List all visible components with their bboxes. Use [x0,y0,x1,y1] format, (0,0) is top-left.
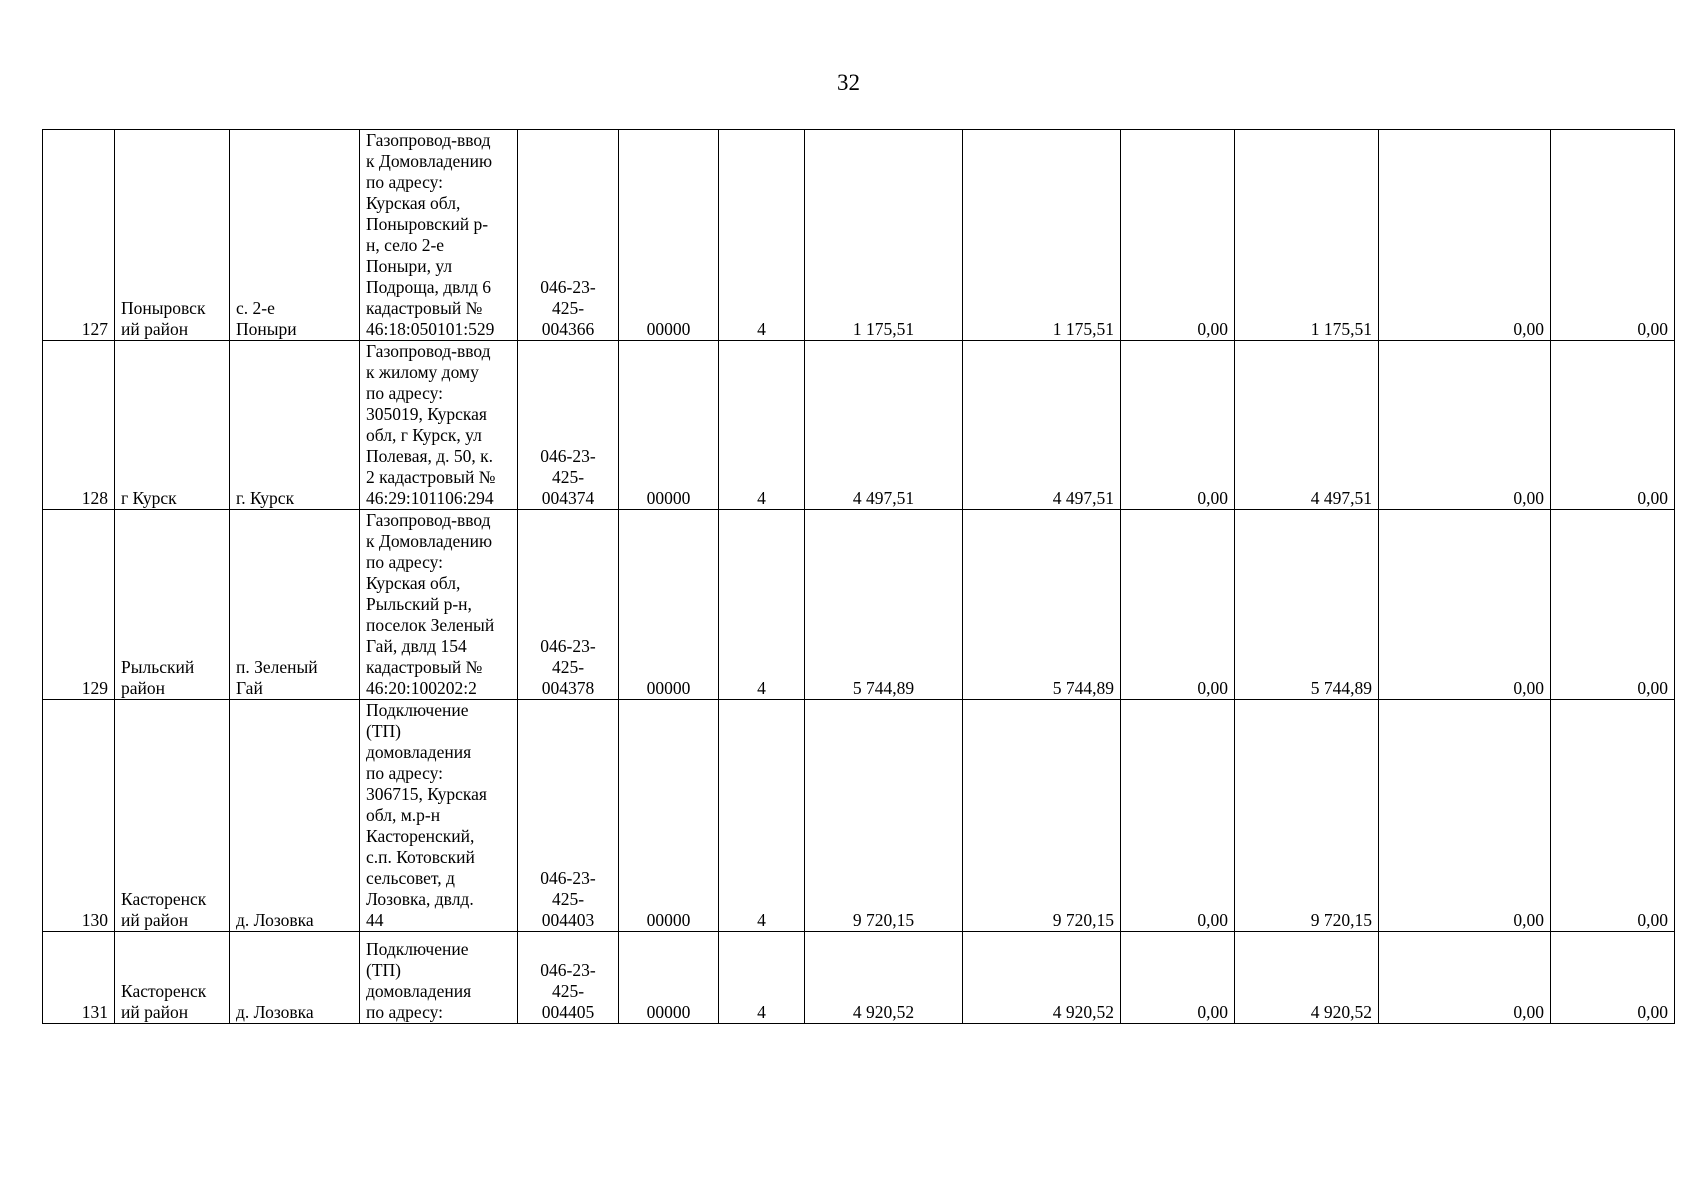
amount-cell: 9 720,15 [805,700,963,932]
amount-cell: 0,00 [1121,130,1235,341]
amount-cell: 1 175,51 [963,130,1121,341]
district-cell: Касторенск ий район [115,932,230,1024]
amount-cell: 0,00 [1551,700,1675,932]
amount-cell: 4 497,51 [963,341,1121,510]
category-cell: 4 [719,130,805,341]
object-description-cell: Подключение (ТП) домовладения по адресу: [360,932,518,1024]
row-number: 127 [43,130,115,341]
amount-cell: 4 497,51 [805,341,963,510]
table-row [43,700,1675,932]
table-row [43,510,1675,700]
row-number: 129 [43,510,115,700]
amount-cell: 4 920,52 [963,932,1121,1024]
zero-code-cell: 00000 [619,341,719,510]
district-cell: Касторенск ий район [115,700,230,932]
object-description-cell: Газопровод-ввод к Домовладению по адресу: Курская обл, Рыльский р-н, поселок Зеленый Гай, двлд 154 кадастровый № 46:20:100202:2 [360,510,518,700]
district-cell: Поныровск ий район [115,130,230,341]
category-cell: 4 [719,510,805,700]
locality-cell: г. Курск [230,341,360,510]
amount-cell: 0,00 [1121,510,1235,700]
amount-cell: 0,00 [1121,700,1235,932]
amount-cell: 4 920,52 [1235,932,1379,1024]
row-number: 130 [43,700,115,932]
zero-code-cell: 00000 [619,510,719,700]
district-cell: г Курск [115,341,230,510]
amount-cell: 1 175,51 [1235,130,1379,341]
amount-cell: 1 175,51 [805,130,963,341]
code-cell: 046-23- 425- 004403 [518,700,619,932]
amount-cell: 4 497,51 [1235,341,1379,510]
amount-cell: 9 720,15 [1235,700,1379,932]
table-row [43,130,1675,341]
amount-cell: 5 744,89 [963,510,1121,700]
object-description-cell: Газопровод-ввод к Домовладению по адресу: Курская обл, Поныровский р- н, село 2-е Поныри, ул Подроща, двлд 6 кадастровый № 46:18:050101:529 [360,130,518,341]
code-cell: 046-23- 425- 004378 [518,510,619,700]
category-cell: 4 [719,341,805,510]
category-cell: 4 [719,700,805,932]
amount-cell: 0,00 [1379,932,1551,1024]
amount-cell: 0,00 [1121,341,1235,510]
amount-cell: 9 720,15 [963,700,1121,932]
locality-cell: д. Лозовка [230,700,360,932]
zero-code-cell: 00000 [619,932,719,1024]
category-cell: 4 [719,932,805,1024]
amount-cell: 0,00 [1379,510,1551,700]
locality-cell: с. 2-е Поныри [230,130,360,341]
code-cell: 046-23- 425- 004405 [518,932,619,1024]
code-cell: 046-23- 425- 004366 [518,130,619,341]
amount-cell: 0,00 [1379,341,1551,510]
table-row [43,341,1675,510]
zero-code-cell: 00000 [619,130,719,341]
row-number: 131 [43,932,115,1024]
district-cell: Рыльский район [115,510,230,700]
zero-code-cell: 00000 [619,700,719,932]
amount-cell: 0,00 [1121,932,1235,1024]
locality-cell: п. Зеленый Гай [230,510,360,700]
data-table [42,129,1675,1024]
code-cell: 046-23- 425- 004374 [518,341,619,510]
amount-cell: 0,00 [1379,130,1551,341]
amount-cell: 0,00 [1551,510,1675,700]
object-description-cell: Подключение (ТП) домовладения по адресу: 306715, Курская обл, м.р-н Касторенский, с.п. Котовский сельсовет, д Лозовка, двлд. 44 [360,700,518,932]
amount-cell: 0,00 [1551,341,1675,510]
page-number: 32 [837,70,860,95]
table-row [43,932,1675,1024]
row-number: 128 [43,341,115,510]
amount-cell: 5 744,89 [805,510,963,700]
amount-cell: 5 744,89 [1235,510,1379,700]
amount-cell: 4 920,52 [805,932,963,1024]
amount-cell: 0,00 [1551,130,1675,341]
amount-cell: 0,00 [1551,932,1675,1024]
amount-cell: 0,00 [1379,700,1551,932]
object-description-cell: Газопровод-ввод к жилому дому по адресу: 305019, Курская обл, г Курск, ул Полевая, д. 50, к. 2 кадастровый № 46:29:101106:294 [360,341,518,510]
locality-cell: д. Лозовка [230,932,360,1024]
